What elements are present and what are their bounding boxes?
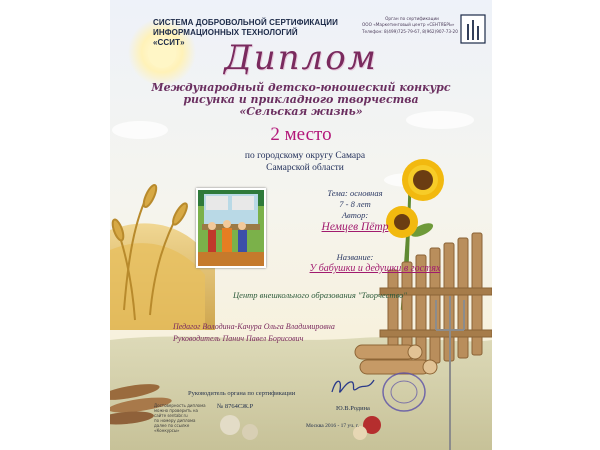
cert-line: СИСТЕМА ДОБРОВОЛЬНОЙ СЕРТИФИКАЦИИ	[153, 18, 338, 27]
cert-head-label: Руководитель органа по сертификации	[188, 390, 296, 397]
diploma-sheet	[110, 0, 492, 450]
signer-name: Ю.В.Родина	[336, 405, 370, 412]
award-place: 2 место	[270, 124, 332, 145]
diploma-number: № 8764СЖ.Р	[217, 403, 254, 410]
note-line: можно проверить на	[154, 408, 198, 413]
diploma-title: Диплом	[224, 38, 378, 78]
artwork-image	[198, 190, 264, 266]
note-line: далее по ссылке «Конкурсы»	[154, 423, 190, 433]
certification-body-info	[362, 16, 462, 35]
contest-line: «Сельская жизнь»	[239, 105, 363, 118]
contest-line: Международный детско-юношеский конкурс	[151, 81, 451, 94]
district-line: по городскому округу Самара	[244, 151, 366, 161]
signature-icon	[328, 372, 378, 402]
district-line: Самарской области	[266, 162, 344, 173]
district	[220, 151, 390, 174]
age-group: 7 - 8 лет	[339, 199, 371, 209]
contest-line: рисунка и прикладного творчества	[183, 93, 419, 106]
note-line: по номеру диплома	[154, 418, 196, 423]
institution: Центр внешкольного образования "Творчество"	[233, 290, 407, 300]
theme-label: Тема: основная	[327, 188, 383, 198]
work-label: Название:	[336, 252, 374, 262]
city-year: Москва 2016 - 17 уч. г.	[306, 423, 359, 429]
author-label: Автор:	[341, 210, 369, 220]
work-title: У бабушки и дедушки в гостях	[309, 263, 441, 274]
note-line: Достоверность диплома	[154, 403, 206, 408]
contest-name	[150, 82, 452, 118]
head: Руководитель Панич Павел Борисович	[173, 334, 304, 343]
cert-line: «ССИТ»	[153, 38, 185, 47]
teacher: Педагог Володина-Качура Ольга Владимировна	[173, 322, 335, 331]
artwork-thumbnail	[196, 188, 266, 268]
author-name: Немцев Пётр	[321, 221, 389, 233]
cert-line: ИНФОРМАЦИОННЫХ ТЕХНОЛОГИЙ	[153, 28, 298, 37]
stamp-icon	[380, 370, 428, 414]
organ-line: ООО «Маркетинговый центр «СЕНТЯБРЬ»	[362, 22, 455, 28]
note-line: сайте sentabr.ru	[154, 413, 188, 418]
verification-note	[154, 403, 216, 433]
organ-line: Телефон: 8(499)725-79-67, 8(962)907-73-20	[362, 28, 458, 34]
organ-line: Орган по сертификации	[385, 16, 439, 21]
